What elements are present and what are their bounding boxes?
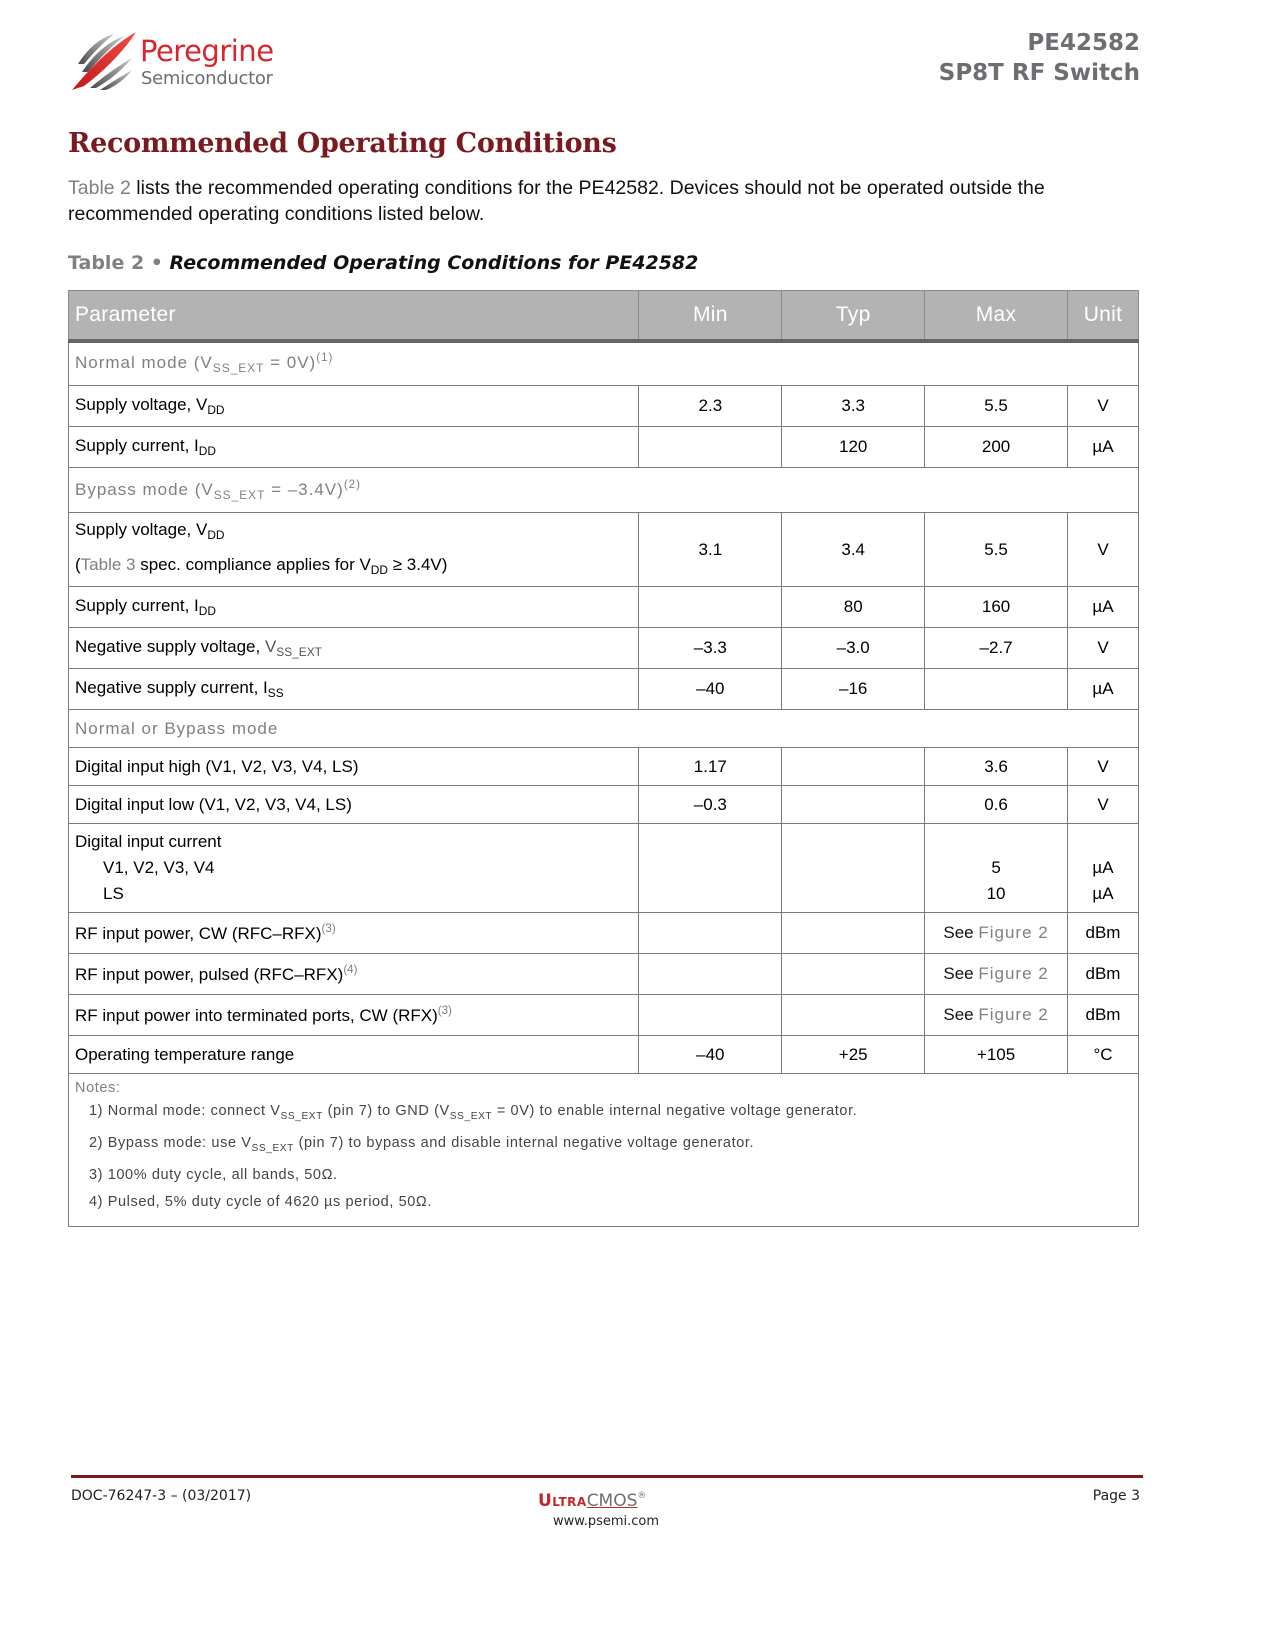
notes-heading: Notes: — [75, 1080, 121, 1096]
max-cell: 5.5 — [925, 513, 1068, 587]
peregrine-wing-icon — [70, 30, 138, 92]
table-caption — [68, 252, 698, 274]
unit-cell: µA — [1068, 427, 1139, 468]
min-cell: –40 — [639, 669, 782, 710]
note-4: 4) Pulsed, 5% duty cycle of 4620 µs period, 50Ω. — [89, 1194, 432, 1210]
typ-cell — [782, 824, 925, 913]
min-cell: –40 — [639, 1036, 782, 1074]
table-header-row — [69, 291, 1139, 341]
min-cell: 3.1 — [639, 513, 782, 587]
unit-cell: dBm — [1068, 954, 1139, 995]
param-cell: Supply current, $I_{DD}$ — [69, 427, 639, 468]
table-3-link[interactable]: Table 3 — [80, 554, 136, 574]
param-cell: Negative supply current, $I_{SS}$ — [69, 669, 639, 710]
max-cell: +105 — [925, 1036, 1068, 1074]
unit-cell: µA µA — [1068, 824, 1139, 913]
group-row-normal-or-bypass — [69, 710, 1139, 748]
note-3: 3) 100% duty cycle, all bands, 50Ω. — [89, 1167, 338, 1183]
group-row-normal-mode — [69, 341, 1139, 386]
param-cell: RF input power into terminated ports, CW (RFX)$^{(3)}$ — [69, 995, 639, 1036]
min-cell — [639, 913, 782, 954]
intro-paragraph — [68, 175, 1143, 227]
intro-text: lists the recommended operating conditions for the PE42582. Devices should not be operated outside the recommended operating conditions listed below. — [68, 177, 1045, 225]
column-header-min: Min — [639, 291, 782, 341]
table-row — [69, 995, 1139, 1036]
typ-cell: 120 — [782, 427, 925, 468]
unit-cell: V — [1068, 786, 1139, 824]
ultracmos-logo: UltraCMOS® — [538, 1491, 647, 1511]
max-cell: –2.7 — [925, 628, 1068, 669]
note-2: 2) Bypass mode: use $V_{SS\_EXT}$ (pin 7) to bypass and disable internal negative voltage generator. — [89, 1135, 755, 1154]
footer-divider — [71, 1475, 1143, 1478]
min-cell — [639, 824, 782, 913]
param-cell: Supply current, $I_{DD}$ — [69, 587, 639, 628]
caption-title: Recommended Operating Conditions for PE42582 — [162, 252, 699, 274]
max-cell: 0.6 — [925, 786, 1068, 824]
footer-url-link[interactable]: www.psemi.com — [553, 1514, 660, 1529]
group-label: Normal mode $(V_{SS\_EXT} = 0V)^{(1)}$ — [69, 341, 1139, 386]
typ-cell — [782, 786, 925, 824]
max-cell: See Figure 2 — [925, 913, 1068, 954]
typ-cell: –16 — [782, 669, 925, 710]
table-row — [69, 1036, 1139, 1074]
part-number: PE42582 — [1027, 30, 1140, 56]
table-2-link[interactable]: Table 2 — [68, 177, 131, 199]
caption-number: Table 2 • — [68, 252, 163, 274]
typ-cell: 3.4 — [782, 513, 925, 587]
footer-doc-id: DOC-76247-3 – (03/2017) — [71, 1488, 252, 1504]
footer-page-number: Page 3 — [1092, 1488, 1140, 1504]
table-row — [69, 628, 1139, 669]
unit-cell: V — [1068, 628, 1139, 669]
unit-cell: dBm — [1068, 995, 1139, 1036]
param-cell: Supply voltage, $V_{DD}$ (Table 3 spec. compliance applies for $V_{DD} \ge 3.4V$) — [69, 513, 639, 587]
typ-cell: +25 — [782, 1036, 925, 1074]
column-header-unit: Unit — [1068, 291, 1139, 341]
table-row — [69, 587, 1139, 628]
max-cell: 5 10 — [925, 824, 1068, 913]
table-row — [69, 513, 1139, 587]
unit-cell: V — [1068, 386, 1139, 427]
figure-2-link[interactable]: Figure 2 — [978, 923, 1049, 942]
typ-cell: 80 — [782, 587, 925, 628]
min-cell — [639, 954, 782, 995]
group-row-bypass-mode — [69, 468, 1139, 513]
group-label: Bypass mode $(V_{SS\_EXT} = -3.4V)^{(2)}$ — [69, 468, 1139, 513]
table-row — [69, 954, 1139, 995]
min-cell: –3.3 — [639, 628, 782, 669]
column-header-parameter: Parameter — [69, 291, 639, 341]
note-1: 1) Normal mode: connect $V_{SS\_EXT}$ (pin 7) to GND $(V_{SS\_EXT} = 0V)$ to enable internal negative voltage generator. — [89, 1103, 858, 1122]
typ-cell — [782, 995, 925, 1036]
table-row — [69, 748, 1139, 786]
table-row — [69, 427, 1139, 468]
min-cell — [639, 995, 782, 1036]
table-row — [69, 913, 1139, 954]
unit-cell: µA — [1068, 669, 1139, 710]
param-cell: RF input power, CW $(RFC-RFX)^{(3)}$ — [69, 913, 639, 954]
section-title: Recommended Operating Conditions — [68, 128, 617, 159]
typ-cell: –3.0 — [782, 628, 925, 669]
table-row — [69, 669, 1139, 710]
max-cell: 200 — [925, 427, 1068, 468]
product-title: SP8T RF Switch — [938, 60, 1140, 86]
param-cell: Digital input low (V1, V2, V3, V4, LS) — [69, 786, 639, 824]
table-row — [69, 824, 1139, 913]
typ-cell — [782, 748, 925, 786]
typ-cell — [782, 913, 925, 954]
peregrine-logo — [70, 30, 290, 96]
table-notes-row — [69, 1074, 1139, 1227]
param-cell: Supply voltage, $V_{DD}$ — [69, 386, 639, 427]
unit-cell: °C — [1068, 1036, 1139, 1074]
footnote-ref: (4) — [343, 963, 358, 976]
param-cell: Operating temperature range — [69, 1036, 639, 1074]
max-cell: See Figure 2 — [925, 954, 1068, 995]
unit-cell: dBm — [1068, 913, 1139, 954]
param-cell: Negative supply voltage, $V_{SS\_EXT}$ — [69, 628, 639, 669]
brand-name: Peregrine — [140, 34, 274, 68]
group-label: Normal or Bypass mode — [69, 710, 1139, 748]
min-cell: –0.3 — [639, 786, 782, 824]
figure-2-link[interactable]: Figure 2 — [978, 964, 1049, 983]
document-header — [939, 28, 1140, 88]
table-row — [69, 786, 1139, 824]
column-header-typ: Typ — [782, 291, 925, 341]
figure-2-link[interactable]: Figure 2 — [978, 1005, 1049, 1024]
max-cell: 5.5 — [925, 386, 1068, 427]
column-header-max: Max — [925, 291, 1068, 341]
param-cell: Digital input high (V1, V2, V3, V4, LS) — [69, 748, 639, 786]
param-cell: RF input power, pulsed $(RFC-RFX)^{(4)}$ — [69, 954, 639, 995]
max-cell — [925, 669, 1068, 710]
table-notes — [69, 1074, 1139, 1227]
max-cell: See Figure 2 — [925, 995, 1068, 1036]
table-row — [69, 386, 1139, 427]
unit-cell: V — [1068, 513, 1139, 587]
max-cell: 160 — [925, 587, 1068, 628]
typ-cell: 3.3 — [782, 386, 925, 427]
min-cell — [639, 427, 782, 468]
min-cell — [639, 587, 782, 628]
min-cell: 1.17 — [639, 748, 782, 786]
typ-cell — [782, 954, 925, 995]
unit-cell: V — [1068, 748, 1139, 786]
footnote-ref: (3) — [437, 1004, 452, 1017]
min-cell: 2.3 — [639, 386, 782, 427]
operating-conditions-table — [68, 290, 1139, 1227]
footnote-ref: (3) — [321, 922, 336, 935]
unit-cell: µA — [1068, 587, 1139, 628]
param-cell: Digital input current V1, V2, V3, V4 LS — [69, 824, 639, 913]
max-cell: 3.6 — [925, 748, 1068, 786]
brand-subtitle: Semiconductor — [141, 68, 273, 89]
footnote-ref: (2) — [343, 478, 361, 491]
footnote-ref: (1) — [316, 352, 334, 365]
